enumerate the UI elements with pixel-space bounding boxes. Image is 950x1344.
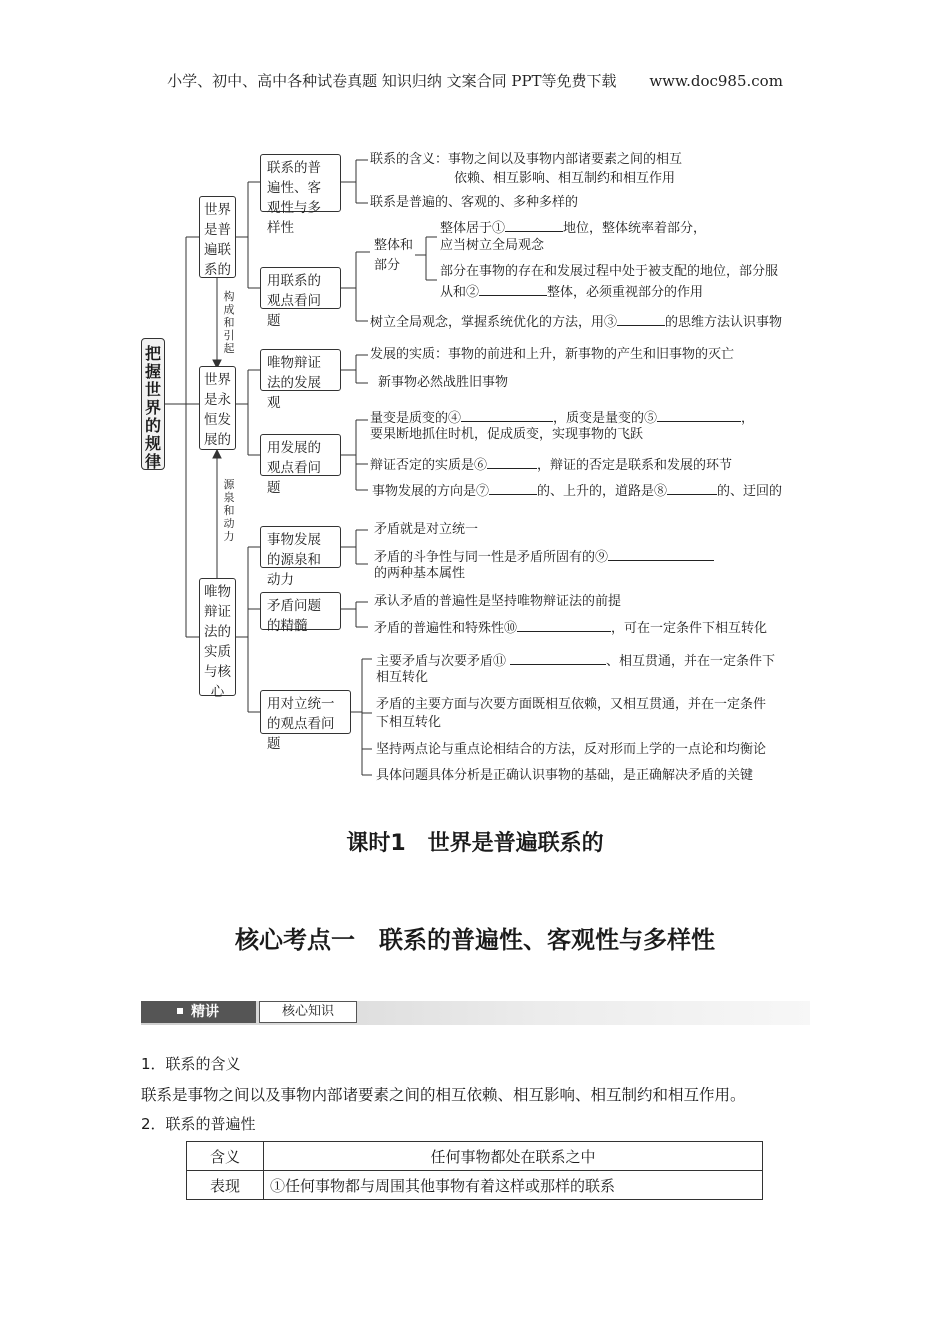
l1-eternal-development: 世界是永恒发展的 bbox=[199, 366, 236, 450]
heading-1: 1．联系的含义 bbox=[141, 1055, 241, 1073]
leaf-10-pre: 事物发展的方向是⑦ bbox=[372, 484, 490, 499]
leaf-8a-post: ， bbox=[741, 411, 755, 426]
l2-unity-opposites: 用对立统一的观点看问题 bbox=[260, 690, 351, 734]
leaf-8a-mid: ，质变是量变的⑤ bbox=[553, 411, 658, 426]
l2-development-method: 用发展的观点看问题 bbox=[260, 434, 341, 476]
key-table bbox=[186, 1141, 763, 1200]
banner-left bbox=[141, 1001, 256, 1023]
section-banner bbox=[141, 1001, 810, 1025]
leaf-3b: 应当树立全局观念 bbox=[440, 238, 545, 253]
blank-11 bbox=[510, 650, 606, 665]
blank-5 bbox=[657, 407, 741, 422]
leaf-10-post: 的、迂回的 bbox=[717, 484, 783, 499]
section-title: 核心考点一 联系的普遍性、客观性与多样性 bbox=[235, 926, 715, 954]
leaf-5 bbox=[370, 311, 782, 333]
leaf-10-mid: 的、上升的，道路是⑧ bbox=[537, 484, 668, 499]
banner-tab: 核心知识 bbox=[259, 1001, 357, 1023]
l2-connection-view: 用联系的观点看问题 bbox=[260, 267, 341, 309]
relation-label-2: 源泉和动力 bbox=[223, 478, 235, 543]
table-row bbox=[187, 1171, 763, 1200]
leaf-12a-text: 矛盾的斗争性与同一性是矛盾所固有的⑨ bbox=[374, 550, 609, 565]
blank-7 bbox=[489, 480, 537, 495]
leaf-13: 承认矛盾的普遍性是坚持唯物辩证法的前提 bbox=[374, 594, 622, 609]
table-row bbox=[187, 1142, 763, 1171]
l2-source-power: 事物发展的源泉和动力 bbox=[260, 526, 341, 568]
leaf-15b: 相互转化 bbox=[376, 670, 429, 685]
paragraph-1: 联系是事物之间以及事物内部诸要素之间的相互依赖、相互影响、相互制约和相互作用。 bbox=[141, 1086, 746, 1104]
leaf-14 bbox=[374, 617, 767, 639]
leaf-5-post: 的思维方法认识事物 bbox=[665, 315, 783, 330]
leaf-6: 发展的实质：事物的前进和上升，新事物的产生和旧事物的灭亡 bbox=[370, 347, 735, 362]
heading-2: 2．联系的普遍性 bbox=[141, 1115, 256, 1133]
mindmap-root: 把握世界的规律 bbox=[141, 338, 165, 470]
blank-1 bbox=[505, 217, 563, 232]
leaf-10 bbox=[372, 480, 782, 502]
leaf-1a: 联系的含义：事物之间以及事物内部诸要素之间的相互 bbox=[370, 152, 683, 167]
header-text: 小学、初中、高中各种试卷真题 知识归纳 文案合同 PPT等免费下载 bbox=[167, 72, 617, 90]
leaf-8a-pre: 量变是质变的④ bbox=[370, 411, 462, 426]
leaf-9 bbox=[370, 454, 732, 476]
blank-9 bbox=[608, 546, 714, 561]
leaf-3a-pre: 整体居于① bbox=[440, 221, 506, 236]
leaf-11: 矛盾就是对立统一 bbox=[374, 522, 479, 537]
leaf-1b: 依赖、相互影响、相互制约和相互作用 bbox=[454, 171, 676, 186]
leaf-7: 新事物必然战胜旧事物 bbox=[378, 375, 509, 390]
leaf-5-pre: 树立全局观念，掌握系统优化的方法，用③ bbox=[370, 315, 618, 330]
sub-whole-part: 整体和部分 bbox=[374, 238, 414, 273]
leaf-12b: 的两种基本属性 bbox=[374, 566, 466, 581]
table-value: ①任何事物都与周围其他事物有着这样或那样的联系 bbox=[264, 1171, 763, 1200]
leaf-9-pre: 辩证否定的实质是⑥ bbox=[370, 458, 488, 473]
blank-2 bbox=[479, 281, 547, 296]
leaf-4b-pre: 从和② bbox=[440, 285, 480, 300]
leaf-16b: 下相互转化 bbox=[376, 715, 442, 730]
leaf-16a: 矛盾的主要方面与次要方面既相互依赖，又相互贯通，并在一定条件 bbox=[376, 697, 767, 712]
leaf-3a-post: 地位，整体统率着部分， bbox=[563, 221, 707, 236]
l2-development-view: 唯物辩证法的发展观 bbox=[260, 349, 341, 391]
leaf-2: 联系是普遍的、客观的、多种多样的 bbox=[370, 195, 579, 210]
blank-3 bbox=[617, 311, 665, 326]
relation-label-1: 构成和引起 bbox=[223, 290, 235, 355]
leaf-4b-post: 整体，必须重视部分的作用 bbox=[547, 285, 704, 300]
blank-4 bbox=[461, 407, 553, 422]
leaf-8b: 要果断地抓住时机，促成质变，实现事物的飞跃 bbox=[370, 427, 644, 442]
square-bullet-icon bbox=[177, 1008, 183, 1014]
leaf-4b bbox=[440, 281, 703, 303]
leaf-4a: 部分在事物的存在和发展过程中处于被支配的地位，部分服 bbox=[440, 264, 779, 279]
blank-6 bbox=[487, 454, 537, 469]
leaf-15a bbox=[376, 650, 775, 672]
table-key: 表现 bbox=[187, 1171, 264, 1200]
table-key: 含义 bbox=[187, 1142, 264, 1171]
blank-10 bbox=[517, 617, 611, 632]
lesson-title: 课时1 世界是普遍联系的 bbox=[346, 831, 604, 856]
l1-dialectics-core: 唯物辩证法的实质与核心 bbox=[199, 578, 236, 696]
table-value: 任何事物都处在联系之中 bbox=[264, 1142, 763, 1171]
l2-connection-properties: 联系的普遍性、客观性与多样性 bbox=[260, 154, 341, 212]
blank-8 bbox=[667, 480, 717, 495]
leaf-15a-post: 、相互贯通，并在一定条件下 bbox=[606, 654, 776, 669]
banner-left-text: 精讲 bbox=[191, 1004, 219, 1020]
header-site: www.doc985.com bbox=[649, 72, 783, 90]
leaf-17: 坚持两点论与重点论相结合的方法，反对形而上学的一点论和均衡论 bbox=[376, 742, 767, 757]
leaf-9-post: ，辩证的否定是联系和发展的环节 bbox=[537, 458, 733, 473]
leaf-14-post: ，可在一定条件下相互转化 bbox=[611, 621, 768, 636]
leaf-15a-pre: 主要矛盾与次要矛盾⑪ bbox=[376, 654, 507, 669]
l1-universal-connection: 世界是普遍联系的 bbox=[199, 196, 236, 278]
leaf-14-pre: 矛盾的普遍性和特殊性⑩ bbox=[374, 621, 518, 636]
leaf-18: 具体问题具体分析是正确认识事物的基础，是正确解决矛盾的关键 bbox=[376, 768, 754, 783]
l2-contradiction-essence: 矛盾问题的精髓 bbox=[260, 592, 341, 630]
